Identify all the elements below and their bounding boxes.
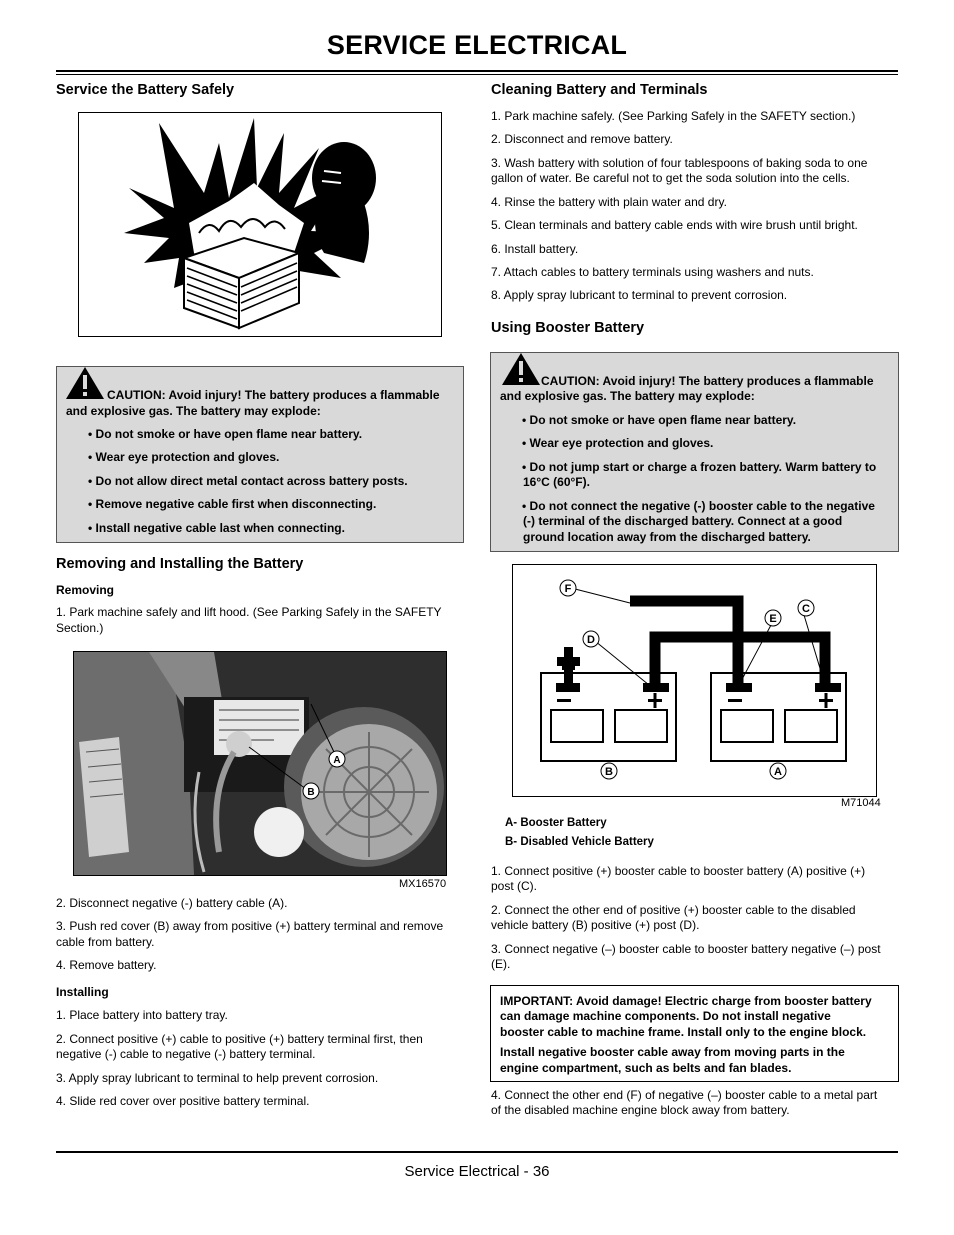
- caution-bullet: • Install negative cable last when connecting.: [88, 521, 345, 535]
- cleaning-step: 3. Wash battery with solution of four tablespoons of baking soda to one: [491, 156, 868, 170]
- caution-lead-cont: and explosive gas. The battery may explode:: [66, 404, 321, 418]
- heading-cleaning: Cleaning Battery and Terminals: [491, 82, 708, 98]
- subheading-removing: Removing: [56, 583, 115, 597]
- cleaning-step: 2. Disconnect and remove battery.: [491, 132, 673, 146]
- caution-bullet: • Remove negative cable first when disconnecting.: [88, 497, 377, 511]
- caution-bullet: • Wear eye protection and gloves.: [88, 450, 280, 464]
- important-line: Install negative booster cable away from moving parts in the: [500, 1045, 845, 1059]
- installing-step-2: 2. Connect positive (+) cable to positive (+) battery terminal first, then: [56, 1032, 423, 1046]
- caution-box-battery-safety: [56, 366, 464, 543]
- removing-step-3: 3. Push red cover (B) away from positive (+) battery terminal and remove: [56, 919, 444, 933]
- booster-step-1-cont: post (C).: [491, 879, 538, 893]
- important-line: IMPORTANT: Avoid damage! Electric charge from booster battery: [500, 994, 872, 1008]
- caution-bullet-cont: 16°C (60°F).: [523, 475, 590, 489]
- footer-rule: [56, 1151, 898, 1153]
- important-notice-box: [490, 985, 899, 1082]
- diagram-label-b: B: [605, 766, 613, 778]
- booster-step-2-cont: vehicle battery (B) positive (+) post (D).: [491, 918, 700, 932]
- cleaning-step: 5. Clean terminals and battery cable ends with wire brush until bright.: [491, 218, 858, 232]
- caution-bullet: • Do not jump start or charge a frozen battery. Warm battery to: [522, 460, 877, 474]
- diagram-label-f: F: [564, 583, 572, 595]
- booster-step-4-cont: of the disabled machine engine block away from battery.: [491, 1103, 790, 1117]
- installing-step-3: 3. Apply spray lubricant to terminal to help prevent corrosion.: [56, 1071, 379, 1085]
- caution-bullet-cont: (-) terminal of the discharged battery. Connect at a good: [523, 514, 843, 528]
- heading-booster: Using Booster Battery: [491, 320, 645, 336]
- caution-bullet: • Do not connect the negative (-) booster cable to the negative: [522, 499, 875, 513]
- cleaning-step: 8. Apply spray lubricant to terminal to prevent corrosion.: [491, 288, 788, 302]
- legend-b: B- Disabled Vehicle Battery: [505, 836, 654, 848]
- installing-step-1: 1. Place battery into battery tray.: [56, 1008, 228, 1022]
- booster-step-4: 4. Connect the other end (F) of negative (–) booster cable to a metal part: [491, 1088, 878, 1102]
- exploding-battery-icon: [79, 113, 441, 336]
- booster-connection-diagram: [512, 564, 877, 797]
- page-title: SERVICE ELECTRICAL: [326, 30, 628, 60]
- heading-service-battery-safely: Service the Battery Safely: [56, 82, 235, 98]
- caution-lead: CAUTION: Avoid injury! The battery produces a flammable: [107, 388, 440, 402]
- title-rule: [56, 70, 898, 72]
- cleaning-step: 7. Attach cables to battery terminals using washers and nuts.: [491, 265, 814, 279]
- booster-step-1: 1. Connect positive (+) booster cable to booster battery (A) positive (+): [491, 864, 866, 878]
- page-footer: Service Electrical - 36: [404, 1163, 550, 1180]
- removing-step-1-cont: Section.): [56, 621, 104, 635]
- caution-lead: CAUTION: Avoid injury! The battery produces a flammable: [541, 374, 874, 388]
- photo-label-a: A: [333, 755, 341, 766]
- caution-bullet: • Do not smoke or have open flame near battery.: [522, 413, 797, 427]
- caution-bullet-cont: ground location away from the discharged battery.: [523, 530, 811, 544]
- removing-step-4: 4. Remove battery.: [56, 958, 157, 972]
- booster-step-3: 3. Connect negative (–) booster cable to booster battery negative (–) post: [491, 942, 881, 956]
- diagram-label-d: D: [587, 634, 595, 646]
- title-rule-thin: [56, 74, 898, 75]
- diagram-label-a: A: [774, 766, 782, 778]
- warning-triangle-icon: [501, 352, 541, 386]
- photo-label-b: B: [307, 787, 315, 798]
- cleaning-step-cont: gallon of water. Be careful not to get the soda solution into the cells.: [491, 171, 850, 185]
- installing-step-4: 4. Slide red cover over positive battery terminal.: [56, 1094, 310, 1108]
- battery-compartment-photo: [73, 651, 447, 876]
- installing-step-2-cont: negative (-) cable to negative (-) battery terminal.: [56, 1047, 316, 1061]
- removing-step-1: 1. Park machine safely and lift hood. (See Parking Safely in the SAFETY: [56, 605, 442, 619]
- cleaning-step: 1. Park machine safely. (See Parking Safely in the SAFETY section.): [491, 109, 856, 123]
- caution-lead-cont: and explosive gas. The battery may explode:: [500, 389, 755, 403]
- cleaning-step: 6. Install battery.: [491, 242, 579, 256]
- diagram-label-c: C: [802, 603, 810, 615]
- important-line: engine compartment, such as belts and fan blades.: [500, 1061, 792, 1075]
- cleaning-step: 4. Rinse the battery with plain water and dry.: [491, 195, 727, 209]
- diagram-label-e: E: [769, 613, 777, 625]
- important-line: can damage machine components. Do not install negative: [500, 1009, 831, 1023]
- explosion-illustration: [78, 112, 442, 337]
- caution-bullet: • Wear eye protection and gloves.: [522, 436, 714, 450]
- booster-step-3-cont: (E).: [491, 957, 511, 971]
- photo-code: MX16570: [399, 878, 447, 890]
- booster-step-2: 2. Connect the other end of positive (+) booster cable to the disabled: [491, 903, 856, 917]
- subheading-installing: Installing: [56, 985, 109, 999]
- engine-battery-photo-illustration: [74, 652, 446, 875]
- legend-a: A- Booster Battery: [505, 817, 607, 829]
- heading-removing-installing: Removing and Installing the Battery: [56, 556, 304, 572]
- caution-bullet: • Do not smoke or have open flame near battery.: [88, 427, 363, 441]
- diagram-code: M71044: [841, 797, 881, 809]
- warning-triangle-icon: [65, 366, 105, 400]
- caution-box-booster: [490, 352, 899, 552]
- caution-bullet: • Do not allow direct metal contact across battery posts.: [88, 474, 408, 488]
- removing-step-2: 2. Disconnect negative (-) battery cable (A).: [56, 896, 288, 910]
- removing-step-3-cont: cable from battery.: [56, 935, 155, 949]
- important-line: booster cable to machine frame. Install only to the engine block.: [500, 1025, 867, 1039]
- jumper-cable-diagram: [513, 565, 876, 796]
